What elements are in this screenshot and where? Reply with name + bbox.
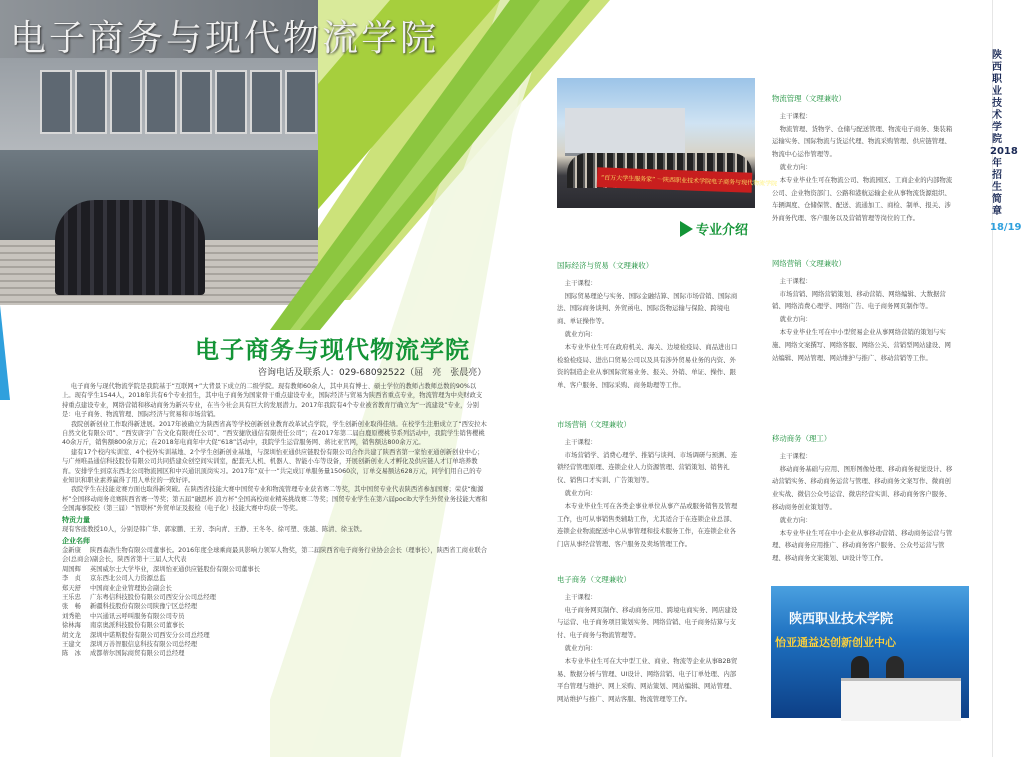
mentor-name: 王建文 [62, 640, 81, 648]
major-international-trade: 国际经济与贸易（文理兼收） 主干课程： 国际贸易理论与实务、国际金融结算、国际市场营销、国际商法、国际商务谈判、外贸函电、国际货物运输与保险、跨境电商、单证操作等。 就业方向： 本专业毕业生可在政府机关、海关、边境检疫局、商品进出口检验检疫局、进出口贸易公司以及具有涉外贸易业务的内资、外资的制造企业从事国际贸易业务、报关、外销、单证、操作、跟单、客户服务、国际采购、商务助理等工作。 [557, 260, 742, 392]
major-title: 移动商务（理工） [772, 434, 832, 443]
mentor-row [62, 565, 488, 574]
triangle-icon [680, 221, 693, 237]
mentor-row [62, 602, 488, 611]
mentor-name: 郑天舒 [62, 584, 81, 592]
major-marketing: 市场营销（文理兼收） 主干课程： 市场营销学、消费心理学、推销与谈判、市场调研与预测、连锁经营管理原理、连锁企业人力资源管理、营销策划、销售礼仪、销售口才实训、广告策划等。 就业方向： 本专业毕业生可在各类企事业单位从事产品或服务销售及管理工作，也可从事销售类辅助工作，尤其适合于在连锁企业总部、连锁企业物流配送中心从事管理和技术服务工作，在连锁企业各门店从事经营管理、客户服务及卖场管理工作。 [557, 419, 742, 551]
vertical-header [990, 50, 1022, 234]
college-title: 电子商务与现代物流学院 [195, 336, 470, 364]
mentors-line: 现有客座教授10人，分别是韩广华、郭家鹏、王芳、李向青、王静、王冬冬、徐可塑、张越、陈清、徐玉铁。 [62, 526, 366, 534]
lime-stripe [210, 0, 590, 330]
major-logistics: 物流管理（文理兼收） 主干课程： 物流管理、货物学、仓储与配送管理、物流电子商务、集装箱运输实务、国际物流与货运代理、物流采购管理、供应链管理、物流中心运作管理等。 就业方向： 本专业毕业生可在物流公司、物流园区、工商企业的内部物流公司、企业物资部门、公路和港航运输企业从事物流货源组织、车辆调度、仓储保管、配送、流通加工、商检、制单、报关、涉外商务代理、客户服务以及营销管理等岗位的工作。 [772, 93, 957, 225]
mentor-name: 胡文龙 [62, 631, 81, 639]
college-intro [62, 382, 488, 659]
intro-paragraph: 电子商务与现代物流学院是我院基于“互联网+”大背景下成立的二级学院。现有教师60余人，其中具有博士、硕士学位的教师占教师总数的90%以上。现有学生1544人，2018年共有6个专业招生，其中电子商务为国家骨干重点建设专业，国际经济与贸易为陕西省重点专业，物流管理为中央财政支持重点建设专业，网络营销和移动商务为新兴专业，在当今社会具有巨大的发展潜力。2017年我院有4个专业被省教育厅确立为“一流建设”专业，分别是：电子商务、物流管理、国际经济与贸易和市场营销。 [62, 383, 483, 419]
mentor-title: 南京奥派科技股份有限公司董事长 [90, 622, 185, 630]
major-title: 国际经济与贸易（文理兼收） [557, 261, 654, 270]
mentor-name: 刘秀艳 [62, 612, 81, 620]
photo-sign: 陕西职业技术学院 [789, 612, 894, 627]
mentor-row [62, 574, 488, 583]
intro-paragraph: 我院学生在技能竞赛方面也取得新突破。在陕西省技能大赛中国贸专业和物流管理专业获省赛二等奖，其中国贸专业代表陕西省参加国赛；荣获“衡源杯”全国移动商务竞赛陕西省赛一等奖；第五届“融思杯 浪方杯”全国高校商业精英挑战赛二等奖；国贸专业学生在第六届pocib大学生外贸业务技能大赛和全国海事院校（第三届）“智联杯”外贸单证及报检（电子化）技能大赛中均获一等奖。 [62, 486, 488, 513]
page-number: 18/19 [990, 222, 1022, 233]
mentor-title: 陕西森浩生物有限公司董事长。2016年度全球乘商最具影响力领军人物奖，第二届陕西省电子商务行业协会会长（理事长），陕西省工商业联合会(总商会)副会长，陕西省第十三届人大代表 [62, 546, 487, 564]
mentor-name: 金新康 [62, 546, 81, 554]
intro-paragraph: 我院创新创业工作取得新进展。2017年被确立为陕西省高等学校创新创业教育改革试点学院，学生创新创业取得佳绩。在校学生注册成立了“西安拉木自然文化有限公司”、“西安唐宇广告文化有限责任公司”、“西安捷欣通信有限责任公司”；在2017年第二届白鹿原樱桃节系列活动中，我院学生销售樱桃40余万斤，销售额800余万元；在2018年电商年中大促“618”活动中，我院学生运营服务网、蒋比亚官网，销售额达800余万元。 [62, 420, 487, 447]
mentor-title: 深圳万善智服信息科技有限公司总经理 [90, 640, 198, 648]
intro-paragraph: 建有17个校内实训室、4个校外实训基地、2个学生创新创业基地，与深圳怡亚通供应链股份有限公司合作共建了陕西省第一家怡亚通创新创业中心；与广州唯品通信科技股份有限公司共同搭建众创空间实训室，配套无人机、机器人、智能小车等设备，开展创新创业人才孵化及供应链人才订单培养教育。安排学生到京东西北公司物流园区和中兴通讯顶岗实习。2017年“双十一”共完成订单服务量15060次，订单交易额达628万元，同学们用自己的专业知识和职业素养赢得了用人单位的一致好评。 [62, 448, 484, 485]
photo-sign: 怡亚通益达创新创业中心 [775, 636, 896, 649]
major-network-marketing: 网络营销（文理兼收） 主干课程： 市场营销、网络营销策划、移动营销、网络编辑、大数据营销、网络消费心理学、网络广告、电子商务网页制作等。 就业方向： 本专业毕业生可在中小型贸易企业从事网络营销的策划与实施、网络文案撰写、网络客服、网络公关、营销型网站建设、网站编辑、网站管理、网站维护与推广、移动营销等工作。 [772, 258, 957, 364]
mentor-row [62, 640, 488, 649]
major-title: 市场营销（文理兼收） [557, 420, 631, 429]
major-title: 物流管理（文理兼收） [772, 94, 846, 103]
mentor-title: 中兴通讯云呼叫服务有限公司专员 [90, 612, 185, 620]
mentor-name: 张 畅 [62, 603, 81, 611]
mentor-title: 深圳中诺斯股份有限公司西安分公司总经理 [90, 631, 210, 639]
event-photo [557, 78, 778, 208]
mentor-row [62, 546, 488, 565]
mentor-row [62, 631, 488, 640]
section-heading: 专业介绍 [680, 218, 748, 238]
mentor-title: 京东西北公司人力资源总监 [90, 575, 166, 583]
mentor-list [62, 546, 488, 659]
mentor-row [62, 649, 488, 658]
mentor-name: 徐林海 [62, 622, 81, 630]
header-text: 陕西职业技术学院2018年招生简章 [990, 50, 1018, 217]
mentor-row [62, 621, 488, 630]
mentor-title: 英国威尔士大学毕业，深圳怡亚通供应链股份有限公司董事长 [90, 565, 261, 573]
mentor-name: 周国辉 [62, 565, 81, 573]
mentor-row [62, 584, 488, 593]
enterprise-heading: 企业名师 [62, 536, 90, 545]
contact-info: 咨询电话及联系人：029-68092522（屈 亮 张晨亮） [258, 368, 487, 378]
major-mobile-commerce: 移动商务（理工） 主干课程： 移动商务基础与应用、图形图像处理、移动商务视觉设计、移动营销实务、移动商务运营与管理、移动商务文案写作、微商创业实战、微信公众号运营、微店经营实训、移动商务客户服务、移动商务创业策划等。 就业方向： 本专业毕业生可在中小企业从事移动营销、移动商务运营与管理、移动商务应用推广、移动商务客户服务、公众号运营与管理、移动商务文案策划、UI设计等工作。 [772, 433, 957, 565]
mentor-title: 中国商业企业管理协会副会长 [90, 584, 172, 592]
mentor-title: 成都蒂尔国际商贸有限公司总经理 [90, 650, 185, 658]
mentor-name: 陈 冰 [62, 650, 81, 658]
major-e-commerce: 电子商务（文理兼收） 主干课程： 电子商务网页制作、移动商务应用、跨境电商实务、网店建设与运营、电子商务项目策划实务、网络营销、电子商务结算与支付、电子商务与物流管理等。 就业方向： 本专业毕业生可在大中型工业、商业、物流等企业从事B2B贸易、数据分析与管理、UI设计、网络营销、电子订单处理、内部平台管理与维护、网上采购、网站策划、网站编辑、网站管理、网站维护与推广、网站客服、物流管理等工作。 [557, 574, 742, 706]
mentor-name: 李 贞 [62, 575, 81, 583]
event-banner: “百万大学生服务家” 一陕西职业技术学院电子商务与现代物流学院 [597, 167, 753, 192]
mentors-heading: 特贡力量 [62, 515, 90, 524]
mentor-title: 新疆科技股份有限公司陕豫宁区总经理 [90, 603, 198, 611]
major-title: 电子商务（文理兼收） [557, 575, 631, 584]
major-title: 网络营销（文理兼收） [772, 259, 846, 268]
mentor-name: 王乐忠 [62, 593, 81, 601]
innovation-center-photo [771, 586, 969, 718]
mentor-row [62, 593, 488, 602]
building-sign: 电子商务与现代物流学院 [0, 0, 318, 58]
mentor-title: 广东粤信科技股份有限公司西安分公司总经理 [90, 593, 216, 601]
mentor-row [62, 612, 488, 621]
